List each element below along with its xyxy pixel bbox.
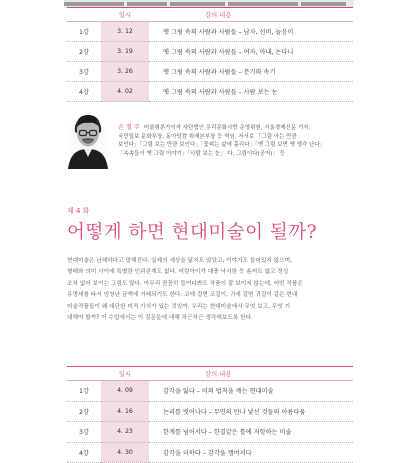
lecture-number: 1강 [67,381,101,402]
lecture-date: 4. 02 [101,82,149,102]
instructor-role: 미술평론가이자 사단법인 우리문화사랑 운영위원, 서울경제신문 기자, [143,125,311,131]
lecture-date: 3. 19 [101,42,149,62]
lecture-content: 한계를 넘어서다 – 한결같은 틀에 저항하는 미술 [149,422,353,443]
table-row [67,82,353,102]
table-row [67,442,353,463]
lecture-number: 4강 [67,442,101,463]
lecture-number: 4강 [67,82,101,102]
table-row [67,22,353,42]
table-row [67,422,353,443]
table-row [67,401,353,422]
header-content: 강의 내용 [149,367,353,381]
lesson-number: 제 4 화 [67,207,90,215]
lecture-schedule-table-bottom [67,366,353,463]
instructor-profile [62,107,362,177]
lecture-number: 2강 [67,401,101,422]
table-row [67,42,353,62]
lecture-date: 3. 26 [101,62,149,82]
lecture-number: 3강 [67,62,101,82]
bio-line: 「속속들이 옛 그림 이야기」「사람 보는 눈」 다, 그림이다(공저)」 등 [118,150,285,157]
table-row [67,62,353,82]
paragraph-line: 미술작품들이 왜 대단한 미적 가치가 있는 것일까. 우리는 현대미술에서 무엇 보고, 무엇 기 [67,303,291,310]
lecture-content: 논리를 벗어나다 – 무언의 만나 낯선 것들의 아름다움 [149,401,353,422]
lecture-number: 3강 [67,422,101,443]
instructor-name: 손 철 주 [118,124,140,131]
header-date: 일시 [101,8,149,22]
bio-line [118,124,358,133]
lecture-date: 3. 12 [101,22,149,42]
header-no [67,367,101,381]
paragraph-line: 대해야 할까? 이 수업에서는 이 질문들에 대해 차근차근 생각해보도록 한다. [67,315,253,322]
instructor-portrait [62,109,114,169]
lecture-date: 4. 09 [101,381,149,402]
lecture-number: 1강 [67,22,101,42]
lecture-schedule-table-top [67,7,353,102]
lecture-content: 옛 그림 속의 사람과 사람들 – 문기와 속기 [149,62,353,82]
lecture-date: 4. 16 [101,401,149,422]
paragraph-line: 형태와 의미 사이에 특별한 인과관계도 없다. 어린아이가 대충 낙서한 듯 솜씨도 없고 정성 [67,269,289,276]
lesson-description [67,256,355,324]
lecture-date: 4. 30 [101,442,149,463]
header-date: 일시 [101,367,149,381]
lecture-content: 감각을 더하다 – 감각을 캠버서다 [149,442,353,463]
lecture-date: 4. 23 [101,422,149,443]
lesson-title: 어떻게 하면 현대미술이 될까? [67,222,318,243]
paragraph-line: 조차 없어 보이는 그림도 많다. 아무리 꼼꼼히 들여다봐도 작품이 잘 보이지 않는데, 어떤 작품은 [67,280,303,287]
lecture-content: 옛 그림 속의 사람과 사람들 – 여자, 아내, 논다니 [149,42,353,62]
header-content: 강의 내용 [149,8,353,22]
table-header-row [67,367,353,381]
lecture-content: 옛 그림 속의 사람과 사람들 – 사람 보는 눈 [149,82,353,102]
bio-line: 국민일보 문화부장, 동아닷컴 취재본부장 등 역임. 저서로 「그림 아는 만큼 [118,133,297,140]
paragraph-line: 현대미술은 난해하다고 말해진다. 실제의 세상을 닮지도 않았고, 이야기도 들어있지 않으며, [67,258,292,264]
table-row [67,381,353,402]
paragraph-line: 유명세를 타서 엄청난 금액에 거래되기도 한다. 코에 걸면 코걸이, 귀에 걸면 귀걸이 같은 현대 [67,292,298,299]
instructor-bio [118,124,358,158]
bio-line: 보인다」「그림 보는 만큼 보인다」「꽃피는 삶에 홀리다」「옛 그림 보면 옛 생각 난다」 [118,142,326,149]
header-no [67,8,101,22]
table-header-row [67,8,353,22]
lecture-content: 옛 그림 속의 사람과 사람들 – 남자, 선비, 놀음이 [149,22,353,42]
lecture-number: 2강 [67,42,101,62]
lecture-content: 감각을 잃다 – 미의 법칙을 깨는 현대미술 [149,381,353,402]
